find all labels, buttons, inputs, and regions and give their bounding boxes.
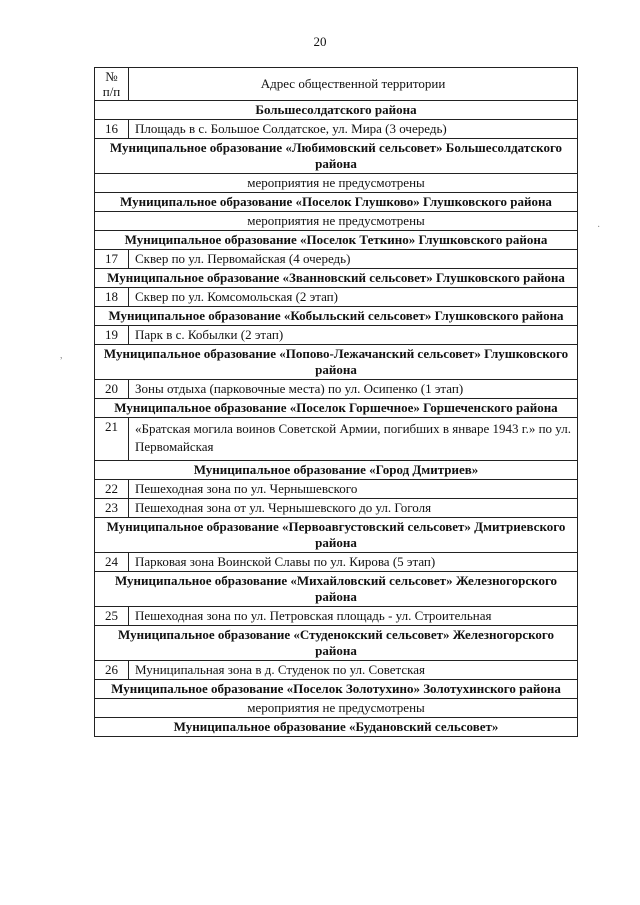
row-address: «Братская могила воинов Советской Армии, погибших в январе 1943 г.» по ул. Первомайская — [129, 418, 578, 461]
table-header — [95, 68, 578, 101]
row-address: Площадь в с. Большое Солдатское, ул. Мира (3 очередь) — [129, 120, 578, 139]
table-row — [95, 499, 578, 518]
row-address: Парк в с. Кобылки (2 этап) — [129, 326, 578, 345]
table-row — [95, 418, 578, 461]
row-address: Пешеходная зона от ул. Чернышевского до ул. Гоголя — [129, 499, 578, 518]
row-address: Зоны отдыха (парковочные места) по ул. Осипенко (1 этап) — [129, 380, 578, 399]
table-row — [95, 380, 578, 399]
row-address: Пешеходная зона по ул. Петровская площадь - ул. Строительная — [129, 607, 578, 626]
row-number: 16 — [95, 120, 129, 139]
row-address: Сквер по ул. Первомайская (4 очередь) — [129, 250, 578, 269]
scan-speck: , — [60, 350, 63, 361]
group-row: Муниципальное образование «Первоавгустовский сельсовет» Дмитриевского района — [95, 518, 578, 553]
group-row: Муниципальное образование «Город Дмитриев» — [95, 461, 578, 480]
territory-table — [94, 67, 578, 737]
address-column-header: Адрес общественной территории — [129, 68, 578, 101]
table-row — [95, 326, 578, 345]
group-row: Муниципальное образование «Поселок Теткино» Глушковского района — [95, 231, 578, 250]
row-number: 18 — [95, 288, 129, 307]
row-number: 25 — [95, 607, 129, 626]
row-number: 26 — [95, 661, 129, 680]
group-row: Муниципальное образование «Михайловский сельсовет» Железногорского района — [95, 572, 578, 607]
group-row: Муниципальное образование «Поселок Горшечное» Горшеченского района — [95, 399, 578, 418]
group-row: Большесолдатского района — [95, 101, 578, 120]
group-row: Муниципальное образование «Студенокский сельсовет» Железногорского района — [95, 626, 578, 661]
table-row — [95, 480, 578, 499]
row-number: 19 — [95, 326, 129, 345]
group-row: Муниципальное образование «Поселок Золотухино» Золотухинского района — [95, 680, 578, 699]
number-header-line2: п/п — [102, 84, 121, 99]
row-number: 21 — [95, 418, 129, 461]
no-events-row: мероприятия не предусмотрены — [95, 212, 578, 231]
table-row — [95, 661, 578, 680]
group-row: Муниципальное образование «Попово-Лежачанский сельсовет» Глушковского района — [95, 345, 578, 380]
row-number: 24 — [95, 553, 129, 572]
group-row: Муниципальное образование «Будановский сельсовет» — [95, 718, 578, 737]
row-address: Сквер по ул. Комсомольская (2 этап) — [129, 288, 578, 307]
page-number: 20 — [313, 34, 327, 49]
table-row — [95, 553, 578, 572]
group-row: Муниципальное образование «Кобыльский сельсовет» Глушковского района — [95, 307, 578, 326]
table-row — [95, 288, 578, 307]
row-number: 23 — [95, 499, 129, 518]
no-events-row: мероприятия не предусмотрены — [95, 174, 578, 193]
number-column-header — [95, 68, 129, 101]
row-address: Парковая зона Воинской Славы по ул. Кирова (5 этап) — [129, 553, 578, 572]
row-number: 20 — [95, 380, 129, 399]
table-row — [95, 607, 578, 626]
row-address: Муниципальная зона в д. Студенок по ул. Советская — [129, 661, 578, 680]
group-row: Муниципальное образование «Поселок Глушково» Глушковского района — [95, 193, 578, 212]
table-row — [95, 120, 578, 139]
number-header-line1: № — [105, 69, 118, 84]
group-row: Муниципальное образование «Любимовский сельсовет» Большесолдатского района — [95, 139, 578, 174]
group-row: Муниципальное образование «Званновский сельсовет» Глушковского района — [95, 269, 578, 288]
row-number: 17 — [95, 250, 129, 269]
row-number: 22 — [95, 480, 129, 499]
no-events-row: мероприятия не предусмотрены — [95, 699, 578, 718]
table-row — [95, 250, 578, 269]
row-address: Пешеходная зона по ул. Чернышевского — [129, 480, 578, 499]
scan-speck: · — [597, 222, 601, 233]
